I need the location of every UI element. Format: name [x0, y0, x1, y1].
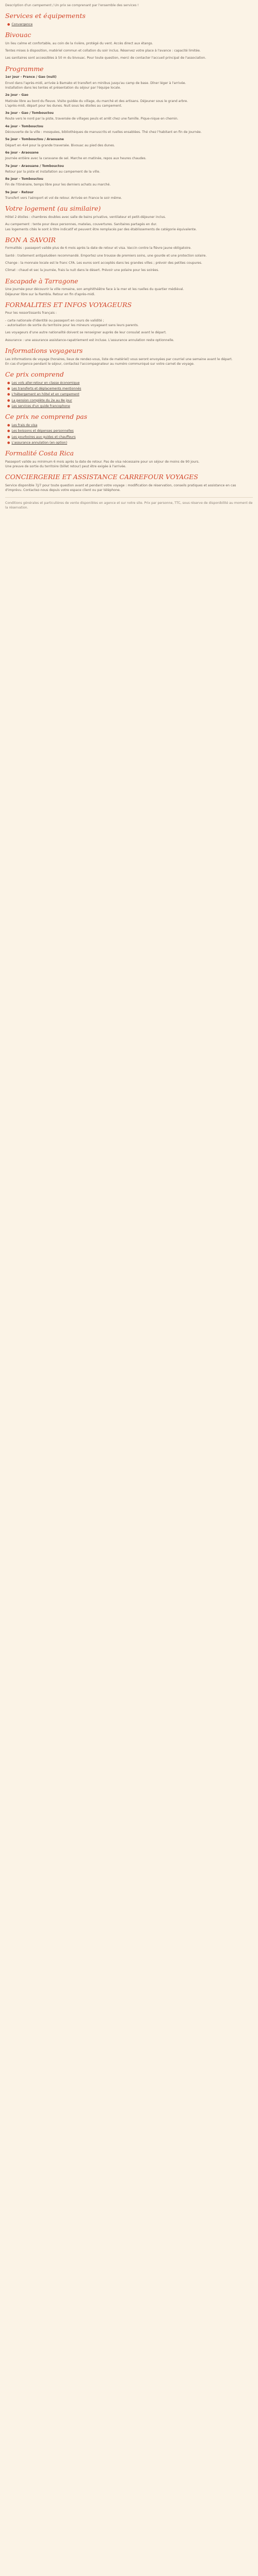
list-item[interactable] [7, 435, 253, 439]
day-heading: 6e jour - Araouane [5, 150, 39, 155]
section-paragraph: Les informations de voyage (horaires, lieux de rendez-vous, liste de matériel) vous seront envoyées par courriel une semaine avant le départ. En cas d'urgence pendant le séjour, contactez l'accompagnateur au numéro communiqué sur votre carnet de voyage. [5, 357, 233, 366]
page-content [0, 0, 258, 510]
bullet-icon: ● [7, 398, 10, 402]
list-item-label: Les pourboires aux guides et chauffeurs [11, 435, 76, 439]
day-heading: 3e jour - Gao / Tombouctou [5, 111, 54, 115]
section-title: CONCIERGERIE ET ASSISTANCE CARREFOUR VOYAGES [5, 473, 198, 481]
section [5, 347, 253, 366]
section-title: Ce prix ne comprend pas [5, 413, 88, 421]
section [5, 236, 253, 273]
list-item-label: Les boissons et dépenses personnelles [11, 429, 74, 433]
section [5, 65, 253, 201]
list-item[interactable] [7, 423, 253, 428]
bullet-icon: ● [7, 393, 10, 397]
section-paragraph: Les voyageurs d'une autre nationalité doivent se renseigner auprès de leur consulat avant le départ. [5, 331, 167, 335]
list-item-label: Convergence [11, 22, 33, 26]
section-paragraph: Climat : chaud et sec la journée, frais la nuit dans le désert. Prévoir une polaire pour les soirées. [5, 268, 159, 273]
footer-note: Conditions générales et particulières de vente disponibles en agence et sur notre site. Prix par personne, TTC, sous réserve de disponibilité au moment de la réservation. [5, 497, 253, 511]
list-item[interactable] [7, 429, 253, 433]
day-heading: 5e jour - Tombouctou / Araouane [5, 138, 64, 142]
day-description: Matinée libre au bord du fleuve. Visite guidée du village, du marché et des artisans. Déjeuner sous le grand arbre. L'après-midi, départ pour les dunes. Nuit sous les étoiles au campement. [5, 99, 188, 108]
list-item[interactable] [7, 381, 253, 385]
section-paragraph: Une journée pour découvrir la ville romaine, son amphithéâtre face à la mer et les ruelles du quartier médiéval. Déjeuner libre sur la Rambla. Retour en fin d'après-midi. [5, 287, 184, 296]
section-title: Services et équipements [5, 12, 86, 20]
list-item-label: Les frais de visa [11, 423, 38, 427]
list-item-label: Les transferts et déplacements mentionnés [11, 387, 82, 391]
section [5, 277, 253, 297]
section [5, 205, 253, 232]
list-item[interactable] [7, 440, 253, 445]
section-paragraph: Tentes mises à disposition, matériel commun et collation du soir inclus. Réservez votre place à l'avance : capacité limitée. [5, 49, 201, 53]
day-description: Retour par la piste et installation au campement de la ville. [5, 170, 101, 174]
sections-container [5, 12, 253, 493]
list-item-label: La pension complète du 2e au 8e jour [11, 398, 72, 402]
list-item[interactable] [7, 398, 253, 403]
section [5, 31, 253, 61]
section-title: Informations voyageurs [5, 346, 83, 354]
day-description: Fin de l'itinéraire, temps libre pour les derniers achats au marché. [5, 183, 111, 187]
day-description: Découverte de la ville : mosquées, bibliothèques de manuscrits et ruelles ensablées. Thé chez l'habitant en fin de journée. [5, 130, 202, 134]
list-item[interactable] [7, 22, 253, 27]
day-heading: 8e jour - Tombouctou [5, 177, 43, 181]
list-item[interactable] [7, 392, 253, 397]
section-paragraph: Hôtel 2 étoiles : chambres doubles avec salle de bains privative, ventilateur et petit-déjeuner inclus. [5, 215, 166, 219]
day-description: Route vers le nord par la piste, traversée de villages peuls et arrêt chez une famille. Pique-nique en chemin. [5, 117, 179, 121]
section-paragraph: Change : la monnaie locale est le franc CFA. Les euros sont acceptés dans les grandes villes ; prévoir des petites coupures. [5, 261, 202, 265]
section-paragraph: Service disponible 7j/7 pour toute question avant et pendant votre voyage : modification de réservation, conseils pratiques et assistance en cas d'imprévu. Contactez-nous depuis votre espace client ou par téléphone. [5, 483, 236, 493]
section-title: Formalité Costa Rica [5, 449, 74, 457]
bullet-icon: ● [7, 404, 10, 408]
section [5, 370, 253, 409]
bullet-icon: ● [7, 387, 10, 391]
section-paragraph: Passeport valide au minimum 6 mois après la date de retour. Pas de visa nécessaire pour un séjour de moins de 90 jours. Une preuve de sortie du territoire (billet retour) peut être exigée à l'arrivée. [5, 460, 200, 469]
list-item[interactable] [7, 386, 253, 391]
section-title: Votre logement (au similaire) [5, 205, 101, 213]
section-title: Escapade à Tarragone [5, 277, 78, 285]
day-heading: 7e jour - Araouane / Tombouctou [5, 164, 64, 168]
section-paragraph: Santé : traitement antipaludéen recommandé. Emportez une trousse de premiers soins, une gourde et une protection solaire. [5, 253, 207, 258]
section [5, 413, 253, 445]
bullet-icon: ● [7, 435, 10, 439]
section-paragraph: Pour les ressortissants français : [5, 311, 57, 315]
bullet-icon: ● [7, 22, 10, 26]
day-heading: 9e jour - Retour [5, 190, 34, 194]
day-heading: 4e jour - Tombouctou [5, 124, 43, 128]
section-paragraph: Un lieu calme et confortable, au coin de la rivière, protégé du vent. Accès direct aux étangs. [5, 41, 153, 45]
list-item-label: L'hébergement en hôtel et en campement [11, 393, 79, 397]
list-item-label: Les services d'un guide francophone [11, 404, 70, 408]
intro-text: Description d'un campement / Un prix se comprenant par l'ensemble des services ! [5, 4, 139, 7]
section-title: Bivouac [5, 31, 31, 39]
section [5, 301, 253, 343]
bullet-icon: ● [7, 381, 10, 385]
section-paragraph: Assurance : une assurance assistance-rapatriement est incluse. L'assurance annulation reste optionnelle. [5, 338, 174, 342]
day-description: Envol dans l'après-midi, arrivée à Bamako et transfert en minibus jusqu'au camp de base. Dîner léger à l'arrivée. Installation dans les tentes et présentation du séjour par l'équipe locale. [5, 81, 186, 90]
bullet-icon: ● [7, 423, 10, 427]
section-title: Ce prix comprend [5, 370, 64, 379]
day-heading: 2e jour - Gao [5, 93, 28, 97]
section [5, 473, 253, 493]
section-paragraph: Formalités : passeport valide plus de 6 mois après la date de retour et visa. Vaccin contre la fièvre jaune obligatoire. [5, 246, 192, 250]
section [5, 449, 253, 469]
list-item[interactable] [7, 404, 253, 409]
list-item-label: Les vols aller-retour en classe économique [11, 381, 80, 385]
day-description: Départ en 4x4 pour la grande traversée. Bivouac au pied des dunes. [5, 143, 115, 147]
day-description: Transfert vers l'aéroport et vol de retour. Arrivée en France le soir même. [5, 196, 122, 200]
day-heading: 1er jour - France / Gao (nuit) [5, 75, 57, 79]
bullet-icon: ● [7, 429, 10, 433]
section-title: FORMALITES ET INFOS VOYAGEURS [5, 300, 132, 309]
section-paragraph: Au campement : tente pour deux personnes, matelas, couvertures. Sanitaires partagés en dur. Les logements cités le sont à titre indicatif et peuvent être remplacés par des établissements de catégorie équivalente. [5, 223, 197, 231]
section-title: BON A SAVOIR [5, 235, 56, 244]
bullet-icon: ● [7, 440, 10, 445]
section [5, 12, 253, 27]
section-paragraph: Les sanitaires sont accessibles à 50 m du bivouac. Pour toute question, merci de contacter l'accueil principal de l'association. [5, 56, 206, 60]
section-title: Programme [5, 64, 44, 73]
list-item-label: L'assurance annulation (en option) [11, 440, 68, 445]
section-paragraph: - carte nationale d'identité ou passeport en cours de validité ; - autorisation de sortie du territoire pour les mineurs voyageant sans leurs parents. [5, 318, 139, 328]
day-description: Journée entière avec la caravane de sel. Marche en matinée, repos aux heures chaudes. [5, 157, 147, 161]
